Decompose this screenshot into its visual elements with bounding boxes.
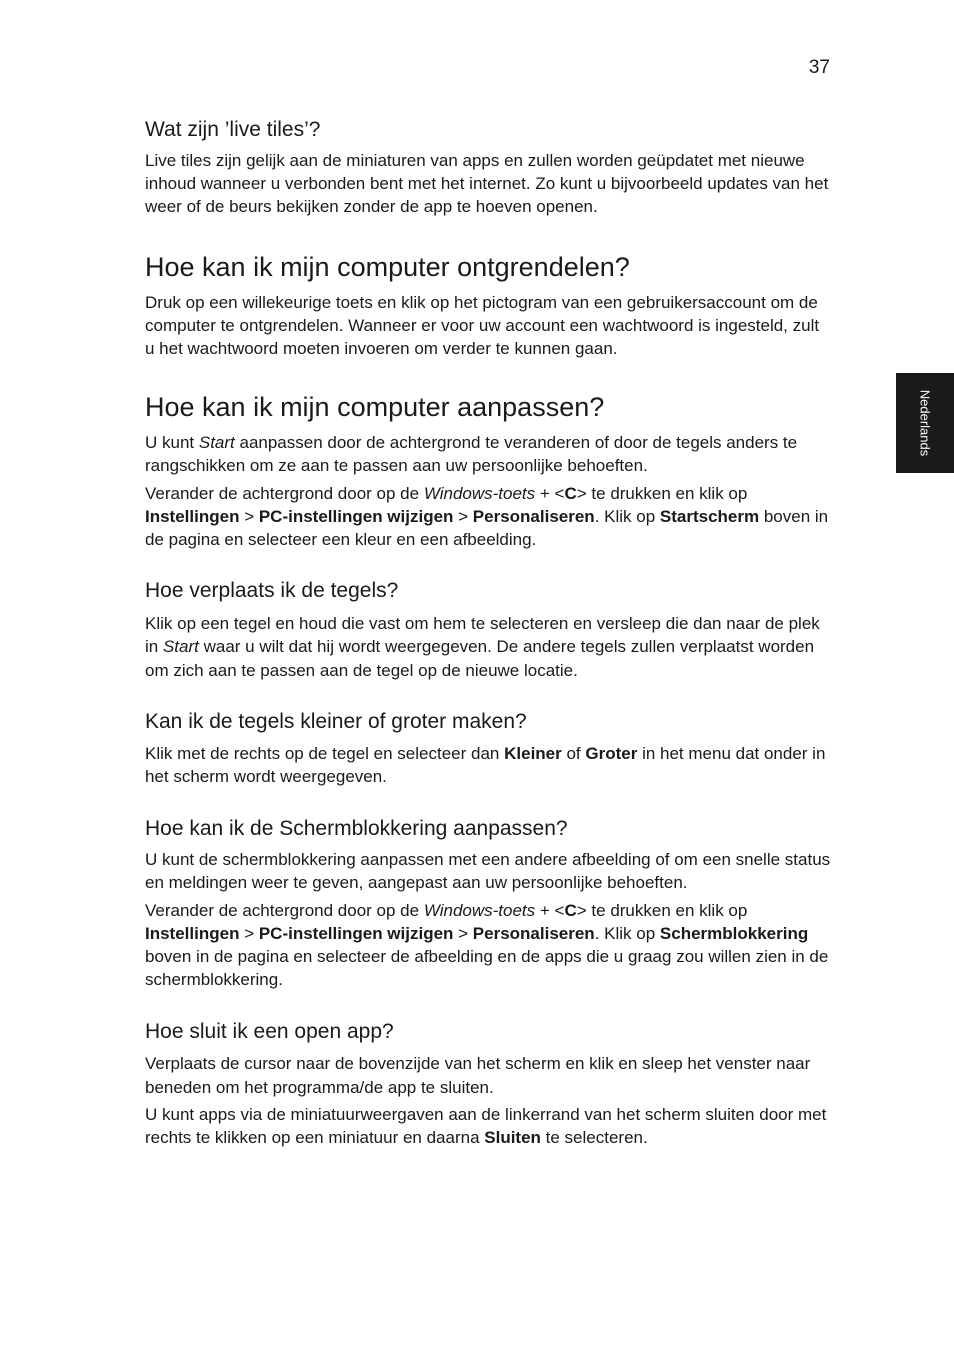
page-number: 37 [808, 57, 830, 78]
heading-unlock: Hoe kan ik mijn computer ontgrendelen? [145, 251, 630, 282]
paragraph-lockscreen-2: Verander de achtergrond door op de Windows-toets + <C> te drukken en klik op Instellingen > PC-instellingen wijzigen > Personaliseren. Klik op Schermblokkering boven in de pagina en selecteer de afbeelding en de apps die u graag zou willen zien in de schermblokkering. [145, 900, 829, 990]
language-tab-label: Nederlands [917, 389, 933, 457]
paragraph-live-tiles: Live tiles zijn gelijk aan de miniaturen van apps en zullen worden geüpdatet met nieuwe inhoud wanneer u verbonden bent met het internet. Zo kunt u bijvoorbeeld updates van het weer of de beurs bekijken zonder de app te hoeven openen. [145, 151, 829, 217]
paragraph-unlock: Druk op een willekeurige toets en klik op het pictogram van een gebruikersaccount om de computer te ontgrendelen. Wanneer er voor uw account een wachtwoord is ingesteld, zult u het wachtwoord moeten invoeren om verder te kunnen gaan. [145, 292, 820, 359]
paragraph-close-app-2: U kunt apps via de miniatuurweergaven aan de linkerrand van het scherm sluiten door met rechts te klikken op een miniatuur en daarna Sluiten te selecteren. [145, 1104, 827, 1148]
heading-live-tiles: Wat zijn ’live tiles’? [145, 118, 321, 141]
heading-close-app: Hoe sluit ik een open app? [145, 1020, 394, 1044]
heading-customize: Hoe kan ik mijn computer aanpassen? [145, 392, 605, 423]
paragraph-customize-2: Verander de achtergrond door op de Windows-toets + <C> te drukken en klik op Instellingen > PC-instellingen wijzigen > Personaliseren. Klik op Startscherm boven in de pagina en selecteer een kleur en een afbeelding. [145, 483, 829, 550]
paragraph-close-app-1: Verplaats de cursor naar de bovenzijde van het scherm en klik en sleep het venster naar beneden om het programma/de app te sluiten. [145, 1054, 811, 1097]
paragraph-resize-tiles: Klik met de rechts op de tegel en selecteer dan Kleiner of Groter in het menu dat onder in het scherm wordt weergegeven. [145, 743, 826, 787]
language-side-tab [896, 373, 954, 473]
heading-resize-tiles: Kan ik de tegels kleiner of groter maken? [145, 709, 527, 733]
heading-move-tiles: Hoe verplaats ik de tegels? [145, 579, 399, 603]
paragraph-lockscreen-1: U kunt de schermblokkering aanpassen met een andere afbeelding of om een snelle status en meldingen weer te geven, aangepast aan uw persoonlijke behoeften. [145, 850, 831, 893]
heading-lockscreen: Hoe kan ik de Schermblokkering aanpassen? [145, 817, 568, 841]
paragraph-move-tiles: Klik op een tegel en houd die vast om hem te selecteren en versleep die dan naar de plek in Start waar u wilt dat hij wordt weergegeven. De andere tegels zullen verplaatst worden om zich aan te passen aan de tegel op de nieuwe locatie. [145, 614, 820, 680]
paragraph-customize-1: U kunt Start aanpassen door de achtergrond te veranderen of door de tegels anders te rangschikken om ze aan te passen aan uw persoonlijke behoeften. [145, 433, 798, 476]
page-content [145, 117, 833, 1149]
